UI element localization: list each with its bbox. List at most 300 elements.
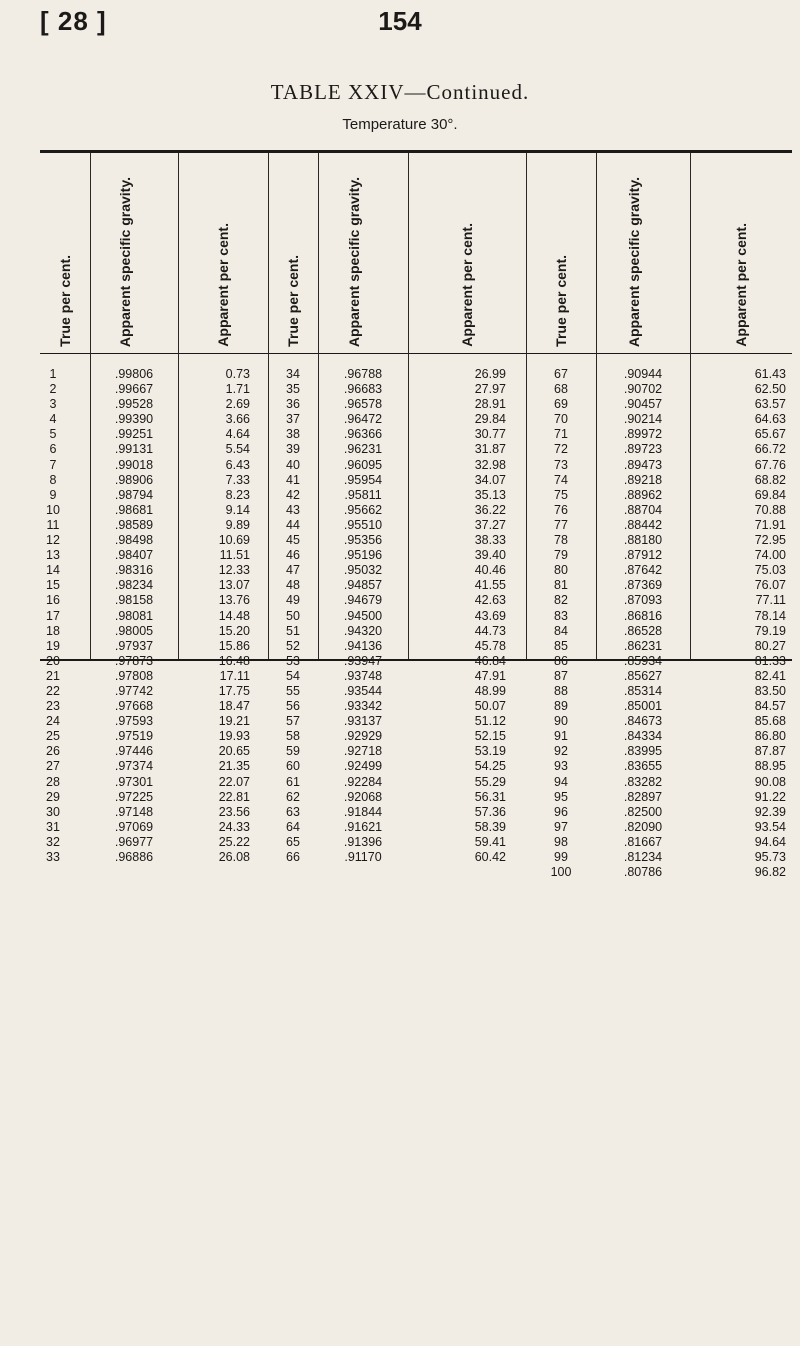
true-per-cent-cell: 61: [286, 774, 300, 789]
table-row: [40, 714, 792, 729]
true-per-cent-cell: 24: [46, 714, 60, 729]
apparent-per-cent-cell: 4.64: [225, 427, 250, 442]
apparent-per-cent-cell: 25.22: [218, 834, 250, 849]
table-row: [40, 624, 792, 639]
true-per-cent-cell: 64: [286, 819, 300, 834]
true-per-cent-cell: 65: [286, 834, 300, 849]
apparent-specific-gravity-cell: .96977: [114, 834, 154, 849]
true-per-cent-cell: 9: [49, 487, 57, 502]
apparent-specific-gravity-cell: .87642: [623, 563, 663, 578]
page-number: 154: [378, 6, 422, 36]
apparent-per-cent-cell: 53.19: [474, 744, 506, 759]
true-per-cent-cell: 80: [554, 563, 568, 578]
apparent-specific-gravity-cell: .89723: [623, 442, 663, 457]
apparent-specific-gravity-cell: .82090: [623, 819, 663, 834]
apparent-per-cent-cell: 65.67: [754, 427, 786, 442]
apparent-specific-gravity-cell: .96886: [114, 850, 154, 864]
apparent-per-cent-cell: 78.14: [754, 608, 786, 623]
true-per-cent-cell: 95: [554, 789, 568, 804]
apparent-specific-gravity-cell: .99131: [114, 442, 154, 457]
apparent-specific-gravity-cell: .98906: [114, 472, 154, 487]
table-row: [40, 442, 792, 457]
true-per-cent-cell: 16: [46, 593, 60, 608]
apparent-per-cent-cell: 21.35: [218, 759, 250, 774]
apparent-per-cent-cell: 6.43: [225, 457, 250, 472]
apparent-per-cent-cell: 39.40: [474, 548, 506, 563]
table-row: [40, 397, 792, 412]
apparent-specific-gravity-cell: .97301: [114, 774, 154, 789]
table-row: [40, 382, 792, 397]
true-per-cent-cell: 93: [554, 759, 568, 774]
true-per-cent-cell: 77: [554, 517, 568, 532]
true-per-cent-cell: 17: [46, 608, 60, 623]
table-row: [40, 488, 792, 503]
true-per-cent-cell: 96: [554, 804, 568, 819]
apparent-specific-gravity-cell: .88180: [623, 533, 663, 548]
apparent-per-cent-cell: 30.77: [474, 427, 506, 442]
apparent-per-cent-cell: 76.07: [754, 578, 786, 593]
table-row: [40, 639, 792, 654]
true-per-cent-cell: 34: [286, 367, 300, 381]
apparent-per-cent-cell: 26.08: [218, 850, 250, 864]
apparent-specific-gravity-cell: .88704: [623, 502, 663, 517]
table-row: [40, 835, 792, 850]
table-row: [40, 790, 792, 805]
apparent-specific-gravity-cell: .86528: [623, 623, 663, 638]
apparent-specific-gravity-cell: .96788: [343, 367, 383, 381]
apparent-per-cent-cell: 90.08: [754, 774, 786, 789]
data-table: [40, 150, 792, 880]
true-per-cent-cell: 6: [49, 442, 57, 457]
true-per-cent-cell: 76: [554, 502, 568, 517]
apparent-per-cent-cell: 10.69: [218, 533, 250, 548]
true-per-cent-cell: 22: [46, 683, 60, 698]
apparent-specific-gravity-cell: .97446: [114, 744, 154, 759]
apparent-specific-gravity-cell: .99667: [114, 382, 154, 397]
true-per-cent-cell: 56: [286, 699, 300, 714]
apparent-specific-gravity-cell: .94320: [343, 623, 383, 638]
true-per-cent-cell: 54: [286, 668, 300, 683]
apparent-per-cent-cell: 41.55: [474, 578, 506, 593]
apparent-per-cent-cell: 71.91: [754, 517, 786, 532]
apparent-specific-gravity-cell: .92284: [343, 774, 383, 789]
apparent-specific-gravity-cell: .98158: [114, 593, 154, 608]
table-row: [40, 518, 792, 533]
apparent-per-cent-cell: 31.87: [474, 442, 506, 457]
true-per-cent-cell: 91: [554, 729, 568, 744]
apparent-per-cent-cell: 8.23: [225, 487, 250, 502]
apparent-per-cent-cell: 63.57: [754, 397, 786, 412]
apparent-per-cent-cell: 74.00: [754, 548, 786, 563]
apparent-specific-gravity-cell: .94857: [343, 578, 383, 593]
true-per-cent-cell: 42: [286, 487, 300, 502]
apparent-specific-gravity-cell: .95954: [343, 472, 383, 487]
apparent-specific-gravity-cell: .83282: [623, 774, 663, 789]
apparent-specific-gravity-cell: .98407: [114, 548, 154, 563]
apparent-per-cent-cell: 86.80: [754, 729, 786, 744]
header-true-per-cent-2: True per cent.: [284, 255, 301, 347]
table-row: [40, 669, 792, 684]
apparent-specific-gravity-cell: .95196: [343, 548, 383, 563]
apparent-per-cent-cell: 85.68: [754, 714, 786, 729]
apparent-per-cent-cell: 19.21: [218, 714, 250, 729]
apparent-specific-gravity-cell: .80786: [623, 865, 663, 880]
apparent-specific-gravity-cell: .95032: [343, 563, 383, 578]
true-per-cent-cell: 31: [46, 819, 60, 834]
true-per-cent-cell: 48: [286, 578, 300, 593]
apparent-specific-gravity-cell: .99251: [114, 427, 154, 442]
true-per-cent-cell: 55: [286, 683, 300, 698]
header-apparent-sg-1: Apparent specific gravity.: [117, 176, 133, 347]
apparent-specific-gravity-cell: .97808: [114, 668, 154, 683]
apparent-specific-gravity-cell: .85934: [623, 653, 663, 668]
true-per-cent-cell: 85: [554, 638, 568, 653]
true-per-cent-cell: 35: [286, 382, 300, 397]
true-per-cent-cell: 19: [46, 638, 60, 653]
apparent-specific-gravity-cell: .97148: [114, 804, 154, 819]
apparent-specific-gravity-cell: .82500: [623, 804, 663, 819]
apparent-specific-gravity-cell: .88442: [623, 517, 663, 532]
table-row: [40, 775, 792, 790]
apparent-per-cent-cell: 22.07: [218, 774, 250, 789]
apparent-per-cent-cell: 16.48: [218, 653, 250, 668]
apparent-per-cent-cell: 87.87: [754, 744, 786, 759]
true-per-cent-cell: 66: [286, 850, 300, 864]
true-per-cent-cell: 58: [286, 729, 300, 744]
apparent-specific-gravity-cell: .95510: [343, 517, 383, 532]
apparent-per-cent-cell: 61.43: [754, 367, 786, 381]
true-per-cent-cell: 71: [554, 427, 568, 442]
true-per-cent-cell: 81: [554, 578, 568, 593]
apparent-per-cent-cell: 82.41: [754, 668, 786, 683]
table-row: [40, 533, 792, 548]
apparent-per-cent-cell: 84.57: [754, 699, 786, 714]
apparent-specific-gravity-cell: .92068: [343, 789, 383, 804]
apparent-per-cent-cell: 24.33: [218, 819, 250, 834]
table-row: [40, 759, 792, 774]
apparent-specific-gravity-cell: .91844: [343, 804, 383, 819]
apparent-specific-gravity-cell: .85314: [623, 683, 663, 698]
apparent-per-cent-cell: 12.33: [218, 563, 250, 578]
apparent-specific-gravity-cell: .89972: [623, 427, 663, 442]
apparent-specific-gravity-cell: .89218: [623, 472, 663, 487]
header-true-per-cent-3: True per cent.: [552, 255, 569, 347]
apparent-per-cent-cell: 9.14: [225, 502, 250, 517]
apparent-specific-gravity-cell: .86231: [623, 638, 663, 653]
true-per-cent-cell: 29: [46, 789, 60, 804]
apparent-specific-gravity-cell: .82897: [623, 789, 663, 804]
true-per-cent-cell: 33: [46, 850, 60, 864]
true-per-cent-cell: 45: [286, 533, 300, 548]
apparent-specific-gravity-cell: .99018: [114, 457, 154, 472]
true-per-cent-cell: 84: [554, 623, 568, 638]
table-row: [40, 654, 792, 669]
true-per-cent-cell: 62: [286, 789, 300, 804]
true-per-cent-cell: 4: [49, 412, 57, 427]
table-row: [40, 850, 792, 865]
apparent-specific-gravity-cell: .90944: [623, 367, 663, 381]
apparent-specific-gravity-cell: .83655: [623, 759, 663, 774]
true-per-cent-cell: 94: [554, 774, 568, 789]
true-per-cent-cell: 20: [46, 653, 60, 668]
apparent-per-cent-cell: 62.50: [754, 382, 786, 397]
true-per-cent-cell: 98: [554, 834, 568, 849]
true-per-cent-cell: 53: [286, 653, 300, 668]
table-row: [40, 729, 792, 744]
apparent-specific-gravity-cell: .94679: [343, 593, 383, 608]
true-per-cent-cell: 78: [554, 533, 568, 548]
apparent-per-cent-cell: 35.13: [474, 487, 506, 502]
table-row: [40, 473, 792, 488]
apparent-specific-gravity-cell: .98316: [114, 563, 154, 578]
true-per-cent-cell: 1: [49, 367, 57, 381]
apparent-per-cent-cell: 58.39: [474, 819, 506, 834]
true-per-cent-cell: 70: [554, 412, 568, 427]
apparent-specific-gravity-cell: .95356: [343, 533, 383, 548]
table-row: [40, 458, 792, 473]
true-per-cent-cell: 2: [49, 382, 57, 397]
table-body: [40, 367, 792, 880]
apparent-per-cent-cell: 54.25: [474, 759, 506, 774]
apparent-per-cent-cell: 3.66: [225, 412, 250, 427]
apparent-specific-gravity-cell: .97873: [114, 653, 154, 668]
apparent-specific-gravity-cell: .84334: [623, 729, 663, 744]
apparent-per-cent-cell: 94.64: [754, 834, 786, 849]
true-per-cent-cell: 39: [286, 442, 300, 457]
true-per-cent-cell: 51: [286, 623, 300, 638]
apparent-per-cent-cell: 9.89: [225, 517, 250, 532]
true-per-cent-cell: 15: [46, 578, 60, 593]
table-row: [40, 593, 792, 608]
apparent-specific-gravity-cell: .96578: [343, 397, 383, 412]
apparent-specific-gravity-cell: .96231: [343, 442, 383, 457]
apparent-specific-gravity-cell: .96472: [343, 412, 383, 427]
table-row: [40, 427, 792, 442]
apparent-specific-gravity-cell: .98794: [114, 487, 154, 502]
apparent-per-cent-cell: 40.46: [474, 563, 506, 578]
apparent-specific-gravity-cell: .81234: [623, 850, 663, 864]
apparent-per-cent-cell: 13.76: [218, 593, 250, 608]
apparent-specific-gravity-cell: .99528: [114, 397, 154, 412]
true-per-cent-cell: 87: [554, 668, 568, 683]
apparent-specific-gravity-cell: .90214: [623, 412, 663, 427]
apparent-per-cent-cell: 37.27: [474, 517, 506, 532]
apparent-specific-gravity-cell: .97593: [114, 714, 154, 729]
apparent-specific-gravity-cell: .97225: [114, 789, 154, 804]
apparent-specific-gravity-cell: .94136: [343, 638, 383, 653]
apparent-per-cent-cell: 45.78: [474, 638, 506, 653]
apparent-per-cent-cell: 46.84: [474, 653, 506, 668]
apparent-specific-gravity-cell: .81667: [623, 834, 663, 849]
apparent-specific-gravity-cell: .89473: [623, 457, 663, 472]
header-true-per-cent-1: True per cent.: [56, 255, 73, 347]
apparent-per-cent-cell: 81.33: [754, 653, 786, 668]
apparent-per-cent-cell: 93.54: [754, 819, 786, 834]
apparent-per-cent-cell: 59.41: [474, 834, 506, 849]
apparent-per-cent-cell: 50.07: [474, 699, 506, 714]
header-apparent-sg-2: Apparent specific gravity.: [346, 176, 362, 347]
apparent-specific-gravity-cell: .96683: [343, 382, 383, 397]
apparent-per-cent-cell: 60.42: [474, 850, 506, 864]
apparent-specific-gravity-cell: .96095: [343, 457, 383, 472]
apparent-per-cent-cell: 17.75: [218, 683, 250, 698]
apparent-specific-gravity-cell: .97374: [114, 759, 154, 774]
true-per-cent-cell: 97: [554, 819, 568, 834]
apparent-per-cent-cell: 34.07: [474, 472, 506, 487]
true-per-cent-cell: 10: [46, 502, 60, 517]
header-apparent-sg-3: Apparent specific gravity.: [626, 176, 642, 347]
true-per-cent-cell: 12: [46, 533, 60, 548]
apparent-per-cent-cell: 15.20: [218, 623, 250, 638]
table-row: [40, 820, 792, 835]
apparent-specific-gravity-cell: .98081: [114, 608, 154, 623]
table-row: [40, 578, 792, 593]
page-bracket-number: [ 28 ]: [40, 6, 107, 36]
apparent-specific-gravity-cell: .86816: [623, 608, 663, 623]
true-per-cent-cell: 69: [554, 397, 568, 412]
true-per-cent-cell: 5: [49, 427, 57, 442]
apparent-per-cent-cell: 38.33: [474, 533, 506, 548]
true-per-cent-cell: 43: [286, 502, 300, 517]
apparent-per-cent-cell: 22.81: [218, 789, 250, 804]
true-per-cent-cell: 47: [286, 563, 300, 578]
true-per-cent-cell: 40: [286, 457, 300, 472]
apparent-per-cent-cell: 17.11: [219, 668, 250, 683]
apparent-per-cent-cell: 68.82: [754, 472, 786, 487]
true-per-cent-cell: 82: [554, 593, 568, 608]
apparent-per-cent-cell: 44.73: [474, 623, 506, 638]
apparent-per-cent-cell: 83.50: [754, 683, 786, 698]
apparent-specific-gravity-cell: .85627: [623, 668, 663, 683]
table-row: [40, 865, 792, 880]
true-per-cent-cell: 38: [286, 427, 300, 442]
apparent-specific-gravity-cell: .87369: [623, 578, 663, 593]
true-per-cent-cell: 49: [286, 593, 300, 608]
apparent-per-cent-cell: 96.82: [754, 865, 786, 880]
apparent-per-cent-cell: 43.69: [474, 608, 506, 623]
true-per-cent-cell: 59: [286, 744, 300, 759]
apparent-specific-gravity-cell: .85001: [623, 699, 663, 714]
true-per-cent-cell: 32: [46, 834, 60, 849]
true-per-cent-cell: 28: [46, 774, 60, 789]
table-row: [40, 367, 792, 382]
table-row: [40, 684, 792, 699]
apparent-per-cent-cell: 75.03: [754, 563, 786, 578]
apparent-per-cent-cell: 27.97: [474, 382, 506, 397]
apparent-specific-gravity-cell: .95811: [344, 487, 382, 502]
true-per-cent-cell: 18: [46, 623, 60, 638]
apparent-per-cent-cell: 56.31: [474, 789, 506, 804]
true-per-cent-cell: 79: [554, 548, 568, 563]
apparent-per-cent-cell: 95.73: [754, 850, 786, 864]
apparent-per-cent-cell: 7.33: [225, 472, 250, 487]
apparent-per-cent-cell: 55.29: [474, 774, 506, 789]
apparent-specific-gravity-cell: .93137: [343, 714, 383, 729]
apparent-per-cent-cell: 52.15: [474, 729, 506, 744]
true-per-cent-cell: 100: [550, 865, 572, 880]
apparent-per-cent-cell: 36.22: [474, 502, 506, 517]
apparent-per-cent-cell: 67.76: [754, 457, 786, 472]
true-per-cent-cell: 21: [46, 668, 60, 683]
true-per-cent-cell: 52: [286, 638, 300, 653]
apparent-per-cent-cell: 80.27: [754, 638, 786, 653]
true-per-cent-cell: 25: [46, 729, 60, 744]
true-per-cent-cell: 92: [554, 744, 568, 759]
apparent-specific-gravity-cell: .87912: [623, 548, 663, 563]
true-per-cent-cell: 41: [286, 472, 300, 487]
table-header: [40, 153, 792, 354]
apparent-specific-gravity-cell: .91170: [344, 850, 382, 864]
table-row: [40, 548, 792, 563]
table-row: [40, 609, 792, 624]
true-per-cent-cell: 99: [554, 850, 568, 864]
apparent-specific-gravity-cell: .98005: [114, 623, 154, 638]
table-row: [40, 503, 792, 518]
true-per-cent-cell: 75: [554, 487, 568, 502]
apparent-per-cent-cell: 47.91: [474, 668, 506, 683]
apparent-per-cent-cell: 23.56: [218, 804, 250, 819]
apparent-specific-gravity-cell: .97519: [114, 729, 154, 744]
apparent-per-cent-cell: 2.69: [225, 397, 250, 412]
table-row: [40, 805, 792, 820]
apparent-specific-gravity-cell: .88962: [623, 487, 663, 502]
true-per-cent-cell: 88: [554, 683, 568, 698]
true-per-cent-cell: 26: [46, 744, 60, 759]
true-per-cent-cell: 7: [49, 457, 57, 472]
true-per-cent-cell: 63: [286, 804, 300, 819]
true-per-cent-cell: 37: [286, 412, 300, 427]
apparent-specific-gravity-cell: .94500: [343, 608, 383, 623]
header-apparent-per-cent-1: Apparent per cent.: [214, 223, 231, 347]
table-row: [40, 699, 792, 714]
true-per-cent-cell: 68: [554, 382, 568, 397]
true-per-cent-cell: 86: [554, 653, 568, 668]
apparent-specific-gravity-cell: .97742: [114, 683, 154, 698]
apparent-per-cent-cell: 70.88: [754, 502, 786, 517]
true-per-cent-cell: 90: [554, 714, 568, 729]
header-apparent-per-cent-3: Apparent per cent.: [732, 223, 749, 347]
apparent-specific-gravity-cell: .99806: [114, 367, 154, 381]
true-per-cent-cell: 14: [46, 563, 60, 578]
apparent-per-cent-cell: 66.72: [754, 442, 786, 457]
apparent-per-cent-cell: 64.63: [754, 412, 786, 427]
apparent-per-cent-cell: 28.91: [474, 397, 506, 412]
table-row: [40, 744, 792, 759]
apparent-specific-gravity-cell: .90457: [623, 397, 663, 412]
true-per-cent-cell: 57: [286, 714, 300, 729]
apparent-specific-gravity-cell: .92718: [343, 744, 383, 759]
apparent-per-cent-cell: 26.99: [474, 367, 506, 381]
apparent-per-cent-cell: 57.36: [474, 804, 506, 819]
apparent-per-cent-cell: 13.07: [218, 578, 250, 593]
true-per-cent-cell: 60: [286, 759, 300, 774]
true-per-cent-cell: 50: [286, 608, 300, 623]
true-per-cent-cell: 13: [46, 548, 60, 563]
apparent-specific-gravity-cell: .87093: [623, 593, 663, 608]
true-per-cent-cell: 74: [554, 472, 568, 487]
table-subtitle: Temperature 30°.: [342, 116, 458, 133]
apparent-per-cent-cell: 48.99: [474, 683, 506, 698]
apparent-per-cent-cell: 51.12: [474, 714, 506, 729]
apparent-per-cent-cell: 79.19: [754, 623, 786, 638]
apparent-specific-gravity-cell: .93947: [343, 653, 383, 668]
true-per-cent-cell: 3: [49, 397, 57, 412]
true-per-cent-cell: 11: [46, 517, 60, 532]
true-per-cent-cell: 83: [554, 608, 568, 623]
true-per-cent-cell: 44: [286, 517, 300, 532]
apparent-specific-gravity-cell: .91396: [343, 834, 383, 849]
table-row: [40, 412, 792, 427]
